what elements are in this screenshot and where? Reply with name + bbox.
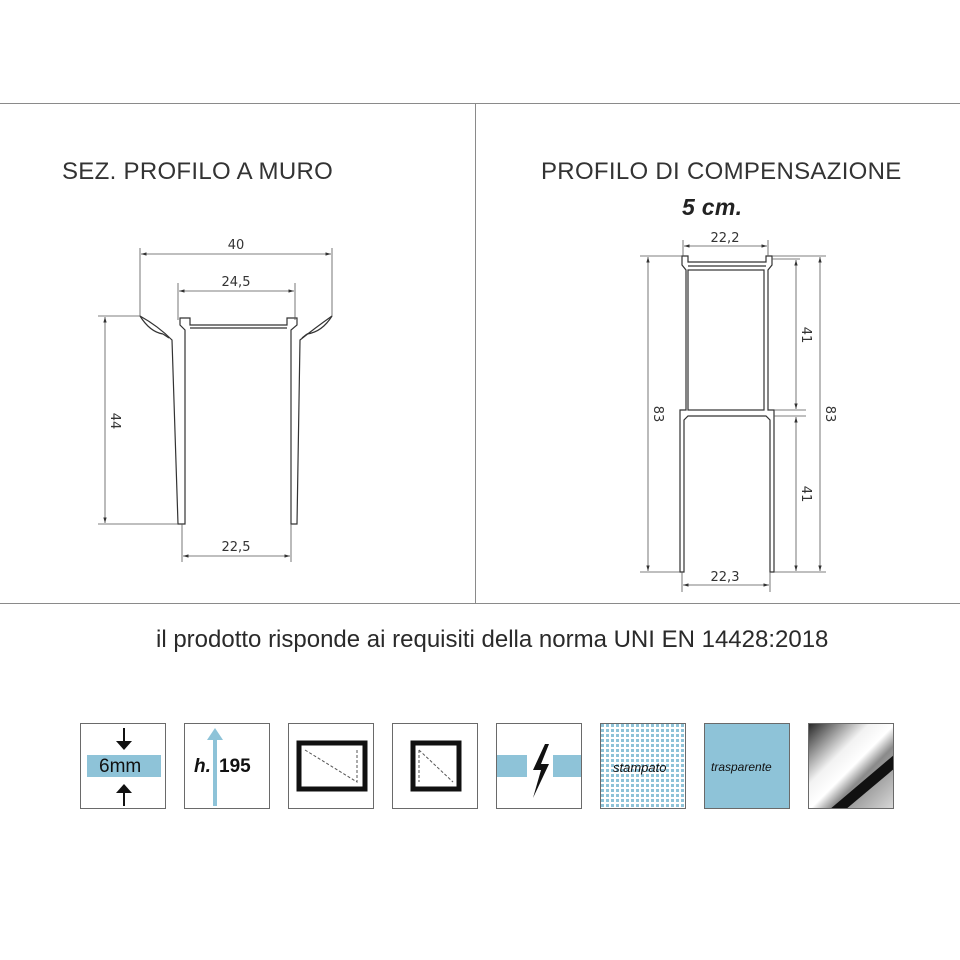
compensation-profile [680, 256, 774, 572]
left-panel-title: SEZ. PROFILO A MURO [62, 158, 334, 185]
height-icon [184, 723, 270, 809]
dim-comp-right-height: 83 [822, 405, 837, 423]
tempered-glass-icon [496, 723, 582, 809]
right-panel-subtitle: 5 cm. [682, 194, 743, 220]
transparent-glass-icon [704, 723, 790, 809]
height-prefix: h. [194, 756, 211, 777]
dim-top-inner: 24,5 [221, 275, 251, 290]
height-value: 195 [219, 756, 251, 777]
dim-comp-lower: 41 [798, 485, 813, 503]
dim-comp-upper: 41 [798, 326, 813, 344]
dim-top-outer: 40 [227, 238, 245, 253]
wide-frame-icon [288, 723, 374, 809]
glass-thickness-icon [80, 723, 166, 809]
right-panel-title: PROFILO DI COMPENSAZIONE [541, 158, 902, 185]
square-frame-icon [392, 723, 478, 809]
dim-height: 44 [107, 412, 122, 430]
norm-statement: il prodotto risponde ai requisiti della norma UNI EN 14428:2018 [156, 626, 829, 653]
dim-comp-bottom: 22,3 [710, 570, 740, 585]
dim-comp-left-height: 83 [650, 405, 665, 423]
transparent-label: trasparente [711, 760, 772, 774]
chrome-finish-icon [808, 723, 894, 809]
thickness-label: 6mm [99, 756, 142, 777]
printed-label: stampato [613, 760, 667, 775]
printed-glass-icon [600, 723, 686, 809]
dim-comp-top: 22,2 [710, 231, 740, 246]
wall-profile-section [140, 316, 332, 524]
dim-bottom: 22,5 [221, 540, 251, 555]
